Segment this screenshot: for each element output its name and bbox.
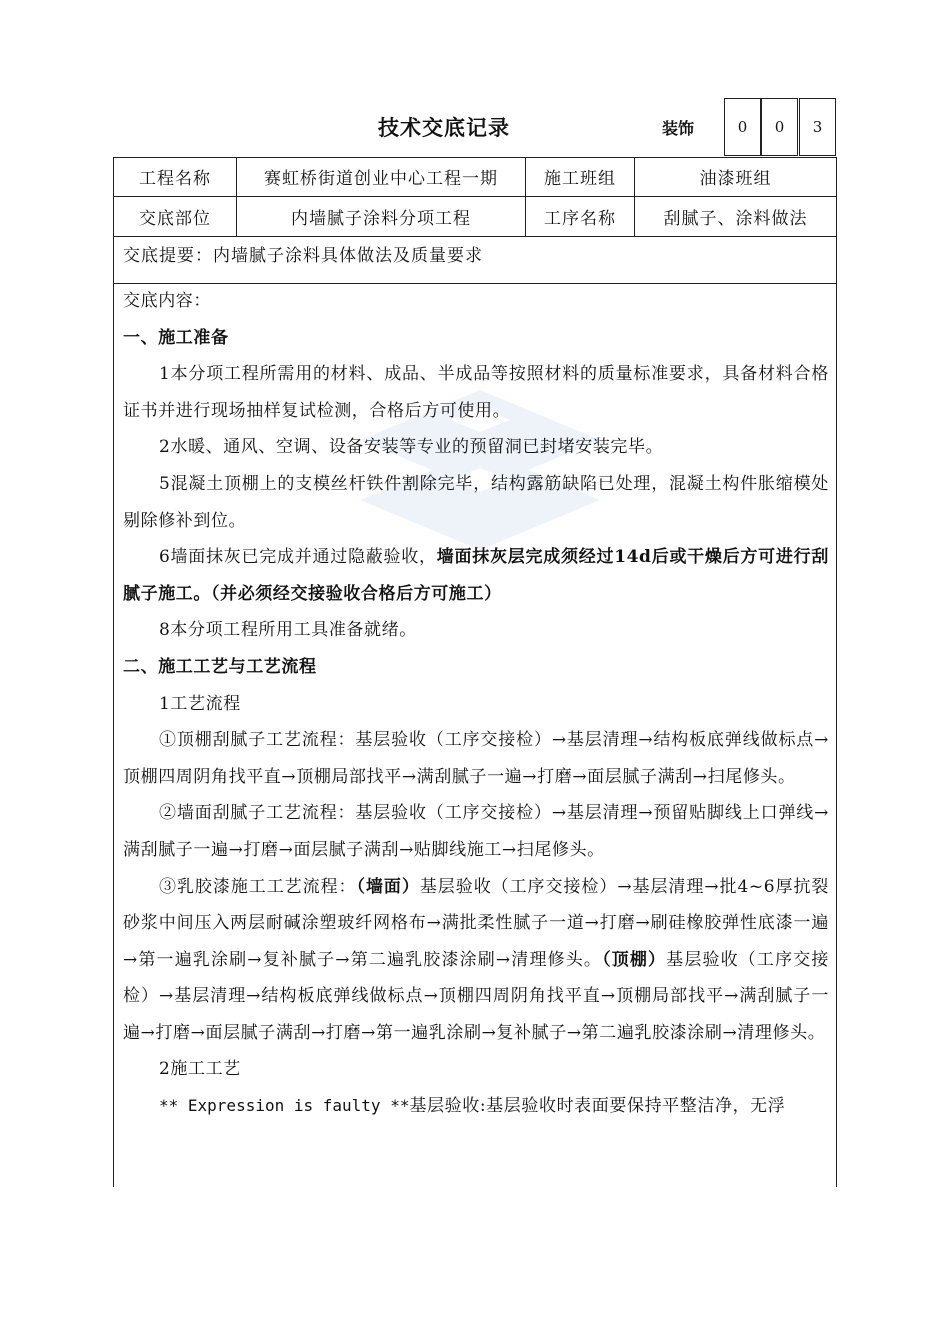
paragraph-bold-text: 墙面抹灰层完成须经过14d后或干燥后方可进行刮腻子施工。（并必须经交接验收合格后方可施工） (123, 547, 830, 604)
paragraph: ①顶棚刮腻子工艺流程：基层验收（工序交接检）→基层清理→结构板底弹线做标点→顶棚四周阴角找平直→顶棚局部找平→满刮腻子一遍→打磨→面层腻子满刮→扫尾修头。 (123, 730, 829, 787)
value-team: 油漆班组 (699, 168, 772, 189)
paragraph: 1本分项工程所需用的材料、成品、半成品等按照材料的质量标准要求，具备材料合格证书并进行现场抽样复试检测，合格后方可使用。 (123, 364, 829, 421)
number-digit-2: 0 (761, 98, 798, 156)
paragraph (123, 1088, 829, 1125)
value-process: 刮腻子、涂料做法 (663, 208, 808, 229)
subheading: 2施工工艺 (159, 1059, 241, 1080)
value-location: 内墙腻子涂料分项工程 (291, 208, 471, 229)
paragraph-text: 基层验收（工序交接检）→基层清理→批4~6厚抗裂砂浆中间压入两层耐碱涂塑玻纤网格布→满批柔性腻子一道→打磨→刷硅橡胶弹性底漆一遍→第一遍乳涂刷→复补腻子→第二遍乳胶漆涂刷→清理修头。 (123, 876, 830, 970)
summary-row (123, 241, 483, 266)
paragraph: ②墙面刮腻子工艺流程：基层验收（工序交接检）→基层清理→预留贴脚线上口弹线→满刮腻子一遍→打磨→面层腻子满刮→贴脚线施工→扫尾修头。 (123, 803, 829, 860)
label-project-name: 工程名称 (139, 168, 211, 189)
section-heading: 二、施工工艺与工艺流程 (123, 656, 317, 677)
subheading: 1工艺流程 (159, 693, 241, 714)
category-label: 装饰 (662, 119, 695, 138)
content-body (123, 283, 829, 1125)
section-heading: 一、施工准备 (123, 327, 229, 348)
paragraph-bold-text: （顶棚） (602, 949, 667, 970)
value-project-name: 赛虹桥街道创业中心工程一期 (264, 168, 498, 189)
paragraph-text: 6墙面抹灰已完成并通过隐蔽验收， (159, 547, 437, 568)
paragraph (123, 539, 829, 612)
label-process: 工序名称 (544, 208, 616, 229)
paragraph-text: ③乳胶漆施工工艺流程： (159, 876, 357, 897)
paragraph: 5混凝土顶棚上的支模丝杆铁件割除完毕，结构露筋缺陷已处理，混凝土构件胀缩模处剔除修补到位。 (123, 473, 829, 531)
summary-text: 内墙腻子涂料具体做法及质量要求 (213, 246, 483, 266)
paragraph-text: 基层验收（工序交接检）→基层清理→结构板底弹线做标点→顶棚四周阴角找平直→顶棚局部找平→满刮腻子一遍→打磨→面层腻子满刮→打磨→第一遍乳涂刷→复补腻子→第二遍乳胶漆涂刷→清理修头。 (123, 949, 829, 1043)
paragraph-code-text: ** Expression is faulty ** (159, 1096, 410, 1116)
label-team: 施工班组 (544, 168, 616, 189)
paragraph: 2水暖、通风、空调、设备安装等专业的预留洞已封堵安装完毕。 (159, 437, 664, 458)
paragraph (123, 869, 829, 1052)
number-digit-1: 0 (724, 98, 761, 156)
paragraph-text: 基层验收:基层验收时表面要保持平整洁净，无浮 (409, 1096, 786, 1117)
row-divider (113, 236, 837, 237)
content-label: 交底内容： (123, 291, 211, 311)
paragraph: 8本分项工程所用工具准备就绪。 (159, 620, 417, 641)
document-title: 技术交底记录 (378, 115, 510, 140)
number-digit-3: 3 (799, 98, 836, 156)
paragraph-bold-text: （墙面） (356, 876, 420, 897)
label-location: 交底部位 (139, 208, 211, 229)
summary-label: 交底提要： (123, 246, 213, 266)
